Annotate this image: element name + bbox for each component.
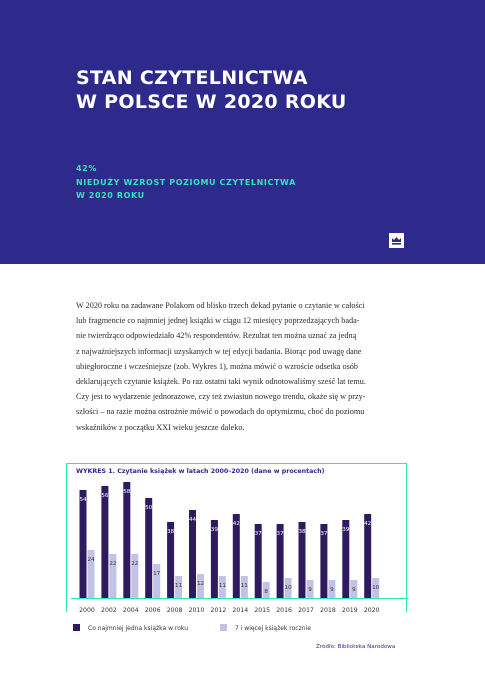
data-label-series-1: 50 xyxy=(145,505,153,511)
body-line: wskaźników z początku XXI wieku jeszcze daleko. xyxy=(76,422,245,432)
bar-series-1 xyxy=(145,498,152,598)
subtitle-line-2: W 2020 ROKU xyxy=(76,191,145,200)
x-tick-label: 2020 xyxy=(363,607,380,614)
source-note: Źródło: Biblioteka Narodowa xyxy=(316,644,396,650)
data-label-series-1: 42 xyxy=(232,521,240,527)
x-tick-label: 2006 xyxy=(144,607,161,614)
x-tick-label: 2015 xyxy=(254,607,271,614)
subtitle-percent: 42% xyxy=(76,164,97,173)
title-line-2: W POLSCE W 2020 ROKU xyxy=(76,91,347,113)
data-label-series-2: 9 xyxy=(330,587,334,593)
bar-series-1 xyxy=(101,486,108,598)
legend-label-series-2: 7 i więcej książek rocznie xyxy=(235,625,311,632)
data-label-series-2: 22 xyxy=(109,561,117,567)
body-line: W 2020 roku na zadawane Polakom od blisko trzech dekad pytanie o czytanie w całości xyxy=(76,301,365,310)
bar-series-1 xyxy=(123,482,130,598)
data-label-series-1: 58 xyxy=(123,489,131,495)
data-label-series-2: 11 xyxy=(240,583,248,589)
data-label-series-2: 12 xyxy=(196,581,205,587)
x-tick-label: 2018 xyxy=(320,607,336,614)
data-label-series-1: 38 xyxy=(298,529,306,535)
data-label-series-2: 8 xyxy=(264,589,268,595)
data-label-series-1: 44 xyxy=(188,517,197,523)
legend-swatch-series-2 xyxy=(220,624,227,631)
data-label-series-1: 37 xyxy=(276,531,284,537)
x-tick-label: 2010 xyxy=(188,607,205,614)
x-tick-label: 2016 xyxy=(276,607,292,614)
data-label-series-2: 22 xyxy=(131,561,139,567)
legend-item-series-2 xyxy=(220,624,311,632)
data-label-series-1: 37 xyxy=(254,531,262,537)
x-tick-label: 2004 xyxy=(122,607,139,614)
body-line: ubiegłoroczne i wcześniejsze (zob. Wykres 1), można mówić o wzroście odsetka osób xyxy=(76,361,358,371)
legend-swatch-series-1 xyxy=(73,624,80,631)
title-line-1: STAN CZYTELNICTWA xyxy=(76,67,308,89)
data-label-series-1: 39 xyxy=(210,527,218,533)
data-label-series-2: 11 xyxy=(175,583,183,589)
x-tick-label: 2008 xyxy=(166,607,183,614)
x-tick-label: 2012 xyxy=(210,607,227,614)
x-tick-label: 2019 xyxy=(341,607,358,614)
x-tick-label: 2014 xyxy=(232,607,249,614)
data-label-series-1: 39 xyxy=(342,527,350,533)
data-label-series-2: 17 xyxy=(153,571,161,577)
data-label-series-1: 37 xyxy=(320,531,328,537)
x-tick-label: 2000 xyxy=(79,607,95,614)
subtitle-line-1: NIEDUŻY WZROST POZIOMU CZYTELNICTWA xyxy=(76,177,296,187)
data-label-series-1: 38 xyxy=(167,529,175,535)
x-tick-label: 2002 xyxy=(101,607,117,614)
data-label-series-1: 56 xyxy=(101,493,109,499)
bar-series-1 xyxy=(189,510,196,598)
data-label-series-2: 9 xyxy=(308,587,312,593)
body-line: Czy jest to wydarzenie jednorazowe, czy też zwiastun nowego trendu, okaże się w przy- xyxy=(76,392,366,402)
bar-series-2 xyxy=(153,564,160,598)
data-label-series-2: 10 xyxy=(284,585,292,591)
body-line: nie twierdząco odpowiedziało 42% respondentów. Rezultat ten można uznać za jedną xyxy=(76,331,357,341)
data-label-series-1: 42 xyxy=(364,521,372,527)
body-line: deklarujących czytanie książek. Po raz ostatni taki wynik odnotowaliśmy sześć lat temu. xyxy=(76,377,366,387)
legend-item-series-1 xyxy=(73,624,188,632)
data-label-series-2: 11 xyxy=(218,583,226,589)
body-line: z najważniejszych informacji uzyskanych w tej edycji badania. Biorąc pod uwagę dane xyxy=(76,346,362,356)
data-label-series-2: 9 xyxy=(352,587,356,593)
figure-label: WYKRES 1. Czytanie książek w latach 2000–2020 (dane w procentach) xyxy=(76,468,325,475)
x-tick-label: 2017 xyxy=(298,607,314,614)
data-label-series-2: 10 xyxy=(372,585,380,591)
body-line: szłości – na razie można ostrożnie mówić o powodach do optymizmu, choć do poziomu xyxy=(76,407,365,417)
data-label-series-2: 24 xyxy=(87,557,95,563)
legend-label-series-1: Co najmniej jedna książka w roku xyxy=(88,625,189,632)
bar-series-1 xyxy=(80,490,87,598)
data-label-series-1: 54 xyxy=(79,497,87,503)
body-line: lub fragmencie co najmniej jednej książki w ciągu 12 miesięcy poprzedzających bada- xyxy=(76,316,360,326)
